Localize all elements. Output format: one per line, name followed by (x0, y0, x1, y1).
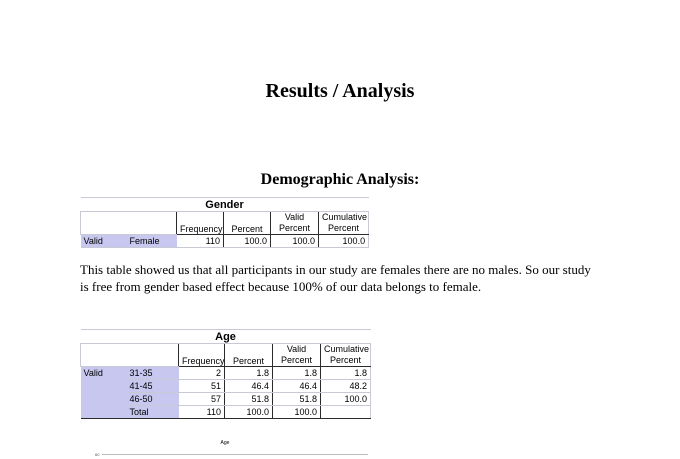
age-cell-frequency: 51 (179, 380, 225, 393)
age-cell-frequency: 2 (179, 367, 225, 380)
age-header-percent: Percent (225, 344, 273, 367)
age-row-label: 41-45 (127, 380, 179, 393)
gender-table (80, 197, 369, 248)
gender-header-percent: Percent (224, 212, 271, 235)
chart-gridline (102, 454, 368, 455)
age-group-label: Valid (81, 367, 127, 380)
gender-cell-cumulative-percent: 100.0 (319, 235, 369, 248)
age-row-label: Total (127, 406, 179, 419)
gender-header-valid-percent: Valid Percent (271, 212, 319, 235)
gender-cell-frequency: 110 (177, 235, 224, 248)
age-cell-valid-percent: 51.8 (273, 393, 321, 406)
age-cell-percent: 1.8 (225, 367, 273, 380)
age-cell-percent: 51.8 (225, 393, 273, 406)
age-cell-valid-percent: 46.4 (273, 380, 321, 393)
age-row-label: 46-50 (127, 393, 179, 406)
section-heading: Demographic Analysis: (260, 171, 420, 188)
age-header-valid-percent: Valid Percent (273, 344, 321, 367)
age-header-frequency: Frequency (179, 344, 225, 367)
age-cell-cumulative-percent (321, 406, 371, 419)
chart-tick-label: 60 (95, 452, 100, 457)
gender-table-title: Gender (81, 198, 369, 212)
gender-row-label: Female (127, 235, 177, 248)
body-paragraph: This table showed us that all participants in our study are females there are no males. So our study is free from gender based effect because 100% of our data belongs to female. (80, 262, 591, 294)
age-cell-valid-percent: 100.0 (273, 406, 321, 419)
age-cell-valid-percent: 1.8 (273, 367, 321, 380)
page-heading: Results / Analysis (265, 80, 415, 102)
age-cell-percent: 100.0 (225, 406, 273, 419)
gender-cell-percent: 100.0 (224, 235, 271, 248)
gender-group-label: Valid (81, 235, 127, 248)
age-table-title: Age (81, 330, 371, 344)
table-row (81, 367, 371, 380)
age-cell-cumulative-percent: 48.2 (321, 380, 371, 393)
gender-header-cumulative-percent: Cumulative Percent (319, 212, 369, 235)
table-row (81, 380, 371, 393)
table-row (81, 406, 371, 419)
gender-cell-valid-percent: 100.0 (271, 235, 319, 248)
age-row-label: 31-35 (127, 367, 179, 380)
age-cell-frequency: 57 (179, 393, 225, 406)
table-row (81, 235, 369, 248)
age-table (80, 329, 371, 419)
age-cell-frequency: 110 (179, 406, 225, 419)
age-header-cumulative-percent: Cumulative Percent (321, 344, 371, 367)
gender-header-frequency: Frequency (177, 212, 224, 235)
age-cell-cumulative-percent: 1.8 (321, 367, 371, 380)
age-cell-percent: 46.4 (225, 380, 273, 393)
age-cell-cumulative-percent: 100.0 (321, 393, 371, 406)
table-row (81, 393, 371, 406)
chart-title: Age (220, 440, 230, 446)
